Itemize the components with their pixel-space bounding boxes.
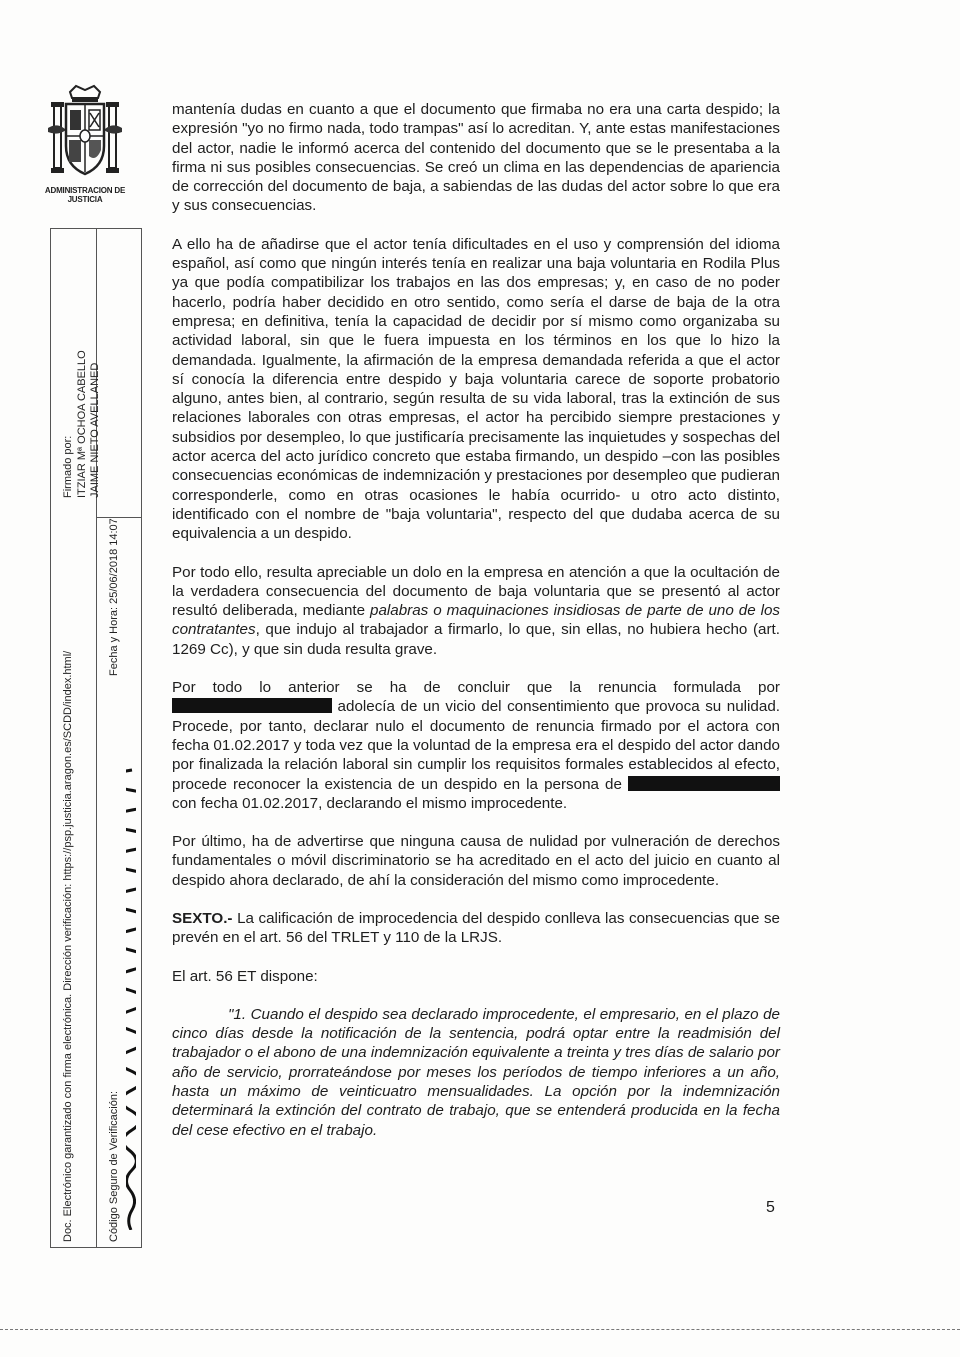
paragraph-1: mantenía dudas en cuanto a que el documento que firmaba no era una carta despido; la expresión "yo no firmo nada, todo trampas" así lo acreditan. Y, ante estas manifestaciones del actor, nadie le informó acerca del contenido del documento que se le presentaba a la firma ni sus posibles consecuencias. Se creó un clima en las dependencias de apariencia de corrección del documento de baja, a sabiendas de las dudas del actor sobre lo que era y sus consecuencias. bbox=[172, 101, 780, 215]
coat-of-arms-logo bbox=[40, 84, 130, 204]
page-number: 5 bbox=[766, 1199, 775, 1216]
section-heading: SEXTO.- bbox=[172, 909, 233, 927]
electronic-document-note: Doc. Electrónico garantizado con firma electrónica. Dirección verificación: https://psp.justicia.aragon.es/SCDD/index.html/ bbox=[62, 650, 74, 1242]
quoted-legal-phrase: palabras o maquinaciones insidiosas de parte de uno de los contratantes bbox=[172, 602, 780, 639]
signer-2: JAIME NIETO AVELLANED bbox=[89, 362, 101, 498]
signature-datetime: Fecha y Hora: 25/06/2018 14:07 bbox=[108, 518, 120, 676]
footer-rule bbox=[0, 1329, 960, 1330]
redacted-name bbox=[628, 776, 780, 791]
paragraph-5: Por último, ha de advertirse que ninguna causa de nulidad por vulneración de derechos fundamentales o móvil discriminatorio se ha acreditado en el acto del juicio en cuanto al despido ahora declarado, de ahí la consideración del mismo como improcedente. bbox=[172, 833, 780, 889]
paragraph-2: A ello ha de añadirse que el actor tenía dificultades en el uso y comprensión del idioma español, así como que ningún interés tenía en realizar una baja voluntaria en Rodila Plus ya que podía compatibilizar los trabajos en las dos empresas; y, en caso de no poder hacerlo, podría haber decidido en otro sentido, como sería el darse de baja de la otra empresa; en definitiva, tenía la capacidad de decidir por sí mismo como organizaba su actividad laboral, sin que le fuera impuesta en los términos en los que lo hizo la demandada. Igualmente, la afirmación de la empresa demandada referida a que el actor sí conocía la diferencia entre despido y baja voluntaria carece de soporte probatorio alguno, antes bien, al contrario, según resulta de su vida laboral, tras la extinción de sus relaciones laborales con otras empresas, el actor ha percibido siempre prestaciones y subsidios por desempleo, lo que justificaría precisamente las inquietudes y sospechas del actor acerca del acto jurídico concreto que estaba firmando, un despido –con las posibles consecuencias económicas de indemnización y prestaciones por desempleo que pudieran corresponderle, como en otras ocasiones le había ocurrido- u otro acto distinto, identificado con el nombre de "baja voluntaria", respecto del que dudaba acerca de su equivalencia a un despido. bbox=[172, 235, 780, 543]
paragraph-4: Por todo lo anterior se ha de concluir que la renuncia formulada por adolecía de un vicio del consentimiento que provoca su nulidad. Procede, por tanto, declarar nulo el documento de renuncia firmado por el actora con fecha 01.02.2017 y toda vez que la voluntad de la empresa era el despido del actor dando por finalizada la relación laboral sin cumplir los requisitos formales establecidos al efecto, procede reconocer la existencia de un despido en la persona de con fecha 01.02.2017, declarando el mismo improcedente. bbox=[172, 679, 780, 812]
coat-of-arms-icon bbox=[46, 84, 124, 184]
legal-quote: "1. Cuando el despido sea declarado improcedente, el empresario, en el plazo de cinco días desde la notificación de la sentencia, podrá optar entre la readmisión del trabajador o el abono de una indemnización equivalente a treinta y tres días de salario por año de servicio, prorrateándose por meses los períodos de tiempo inferiores a un año, hasta un máximo de veinticuatro mensualidades. La opción por la indemnización determinará la extinción del contrato de trabajo, que se entenderá producida en la fecha del cese efectivo en el trabajo. bbox=[172, 1005, 780, 1139]
document-body bbox=[172, 100, 780, 1159]
signer-1: ITZIAR Mª OCHOA CABELLO bbox=[76, 350, 88, 498]
institution-name: ADMINISTRACION DE JUSTICIA bbox=[44, 186, 126, 204]
paragraph-6: SEXTO.- La calificación de improcedencia del despido conlleva las consecuencias que se prevén en el art. 56 del TRLET y 110 de la LRJS. bbox=[172, 909, 780, 947]
redacted-name bbox=[172, 698, 332, 713]
verification-code-label: Código Seguro de Verificación: bbox=[108, 1090, 120, 1242]
paragraph-3: Por todo ello, resulta apreciable un dolo en la empresa en atención a que la ocultación de la verdadera consecuencia del documento de baja voluntaria que se presentó al actor resultó deliberada, mediante palabras o maquinaciones insidiosas de parte de uno de los contratantes, que indujo al trabajador a firmarlo, lo que, sin ellas, no hubiera hecho (art. 1269 Cc), y que sin duda resulta grave. bbox=[172, 563, 780, 658]
signed-by-label: Firmado por: bbox=[62, 435, 74, 498]
verification-code-signature bbox=[126, 760, 136, 1230]
paragraph-7: El art. 56 ET dispone: bbox=[172, 967, 318, 985]
